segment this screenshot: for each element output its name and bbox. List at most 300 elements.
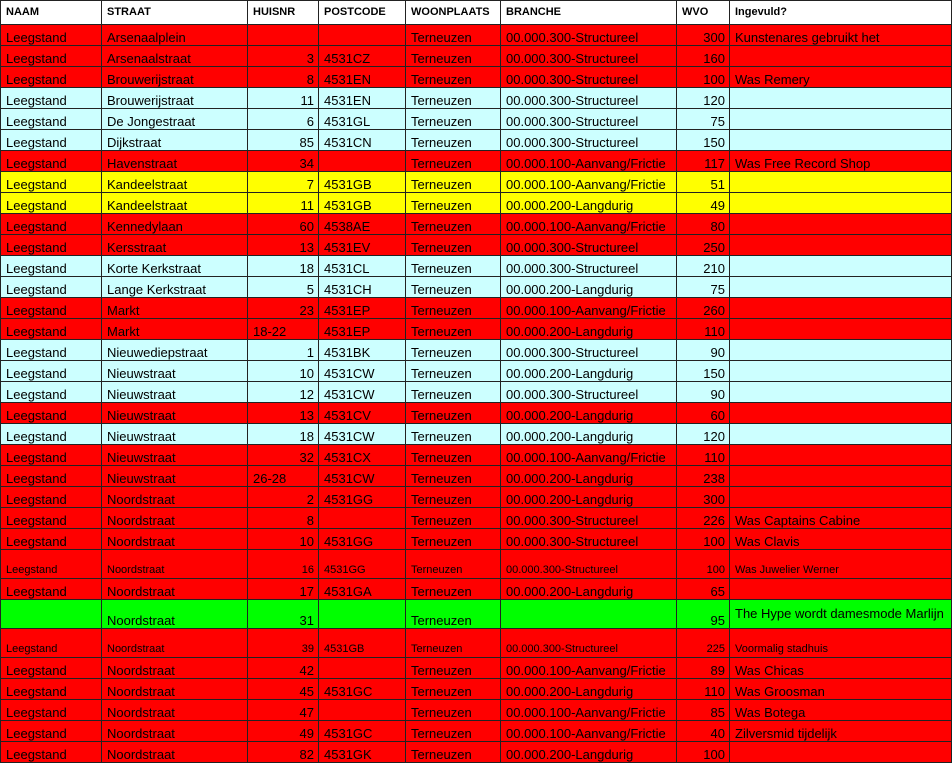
cell-wvo: 250 xyxy=(677,235,730,256)
cell-woonplaats: Terneuzen xyxy=(406,319,501,340)
cell-woonplaats: Terneuzen xyxy=(406,25,501,46)
cell-naam: Leegstand xyxy=(1,658,102,679)
header-postcode: POSTCODE xyxy=(319,1,406,25)
table-body xyxy=(1,25,952,763)
cell-branche: 00.000.100-Aanvang/Frictie xyxy=(501,658,677,679)
cell-woonplaats: Terneuzen xyxy=(406,382,501,403)
cell-branche: 00.000.200-Langdurig xyxy=(501,424,677,445)
cell-huisnr: 6 xyxy=(248,109,319,130)
cell-naam: Leegstand xyxy=(1,151,102,172)
cell-wvo: 300 xyxy=(677,25,730,46)
cell-postcode: 4531GG xyxy=(319,529,406,550)
cell-huisnr: 82 xyxy=(248,742,319,763)
table-row xyxy=(1,109,952,130)
table-row xyxy=(1,466,952,487)
cell-wvo: 110 xyxy=(677,679,730,700)
cell-wvo: 100 xyxy=(677,529,730,550)
cell-wvo: 89 xyxy=(677,658,730,679)
cell-huisnr: 17 xyxy=(248,579,319,600)
cell-branche: 00.000.300-Structureel xyxy=(501,46,677,67)
cell-woonplaats: Terneuzen xyxy=(406,600,501,629)
cell-woonplaats: Terneuzen xyxy=(406,658,501,679)
cell-huisnr: 47 xyxy=(248,700,319,721)
cell-huisnr: 1 xyxy=(248,340,319,361)
cell-woonplaats: Terneuzen xyxy=(406,403,501,424)
cell-branche: 00.000.100-Aanvang/Frictie xyxy=(501,445,677,466)
table-row xyxy=(1,445,952,466)
cell-straat: Lange Kerkstraat xyxy=(102,277,248,298)
header-branche: BRANCHE xyxy=(501,1,677,25)
cell-branche: 00.000.200-Langdurig xyxy=(501,361,677,382)
cell-postcode: 4531EP xyxy=(319,298,406,319)
cell-huisnr: 3 xyxy=(248,46,319,67)
cell-naam: Leegstand xyxy=(1,629,102,658)
table-row xyxy=(1,193,952,214)
cell-postcode: 4531CW xyxy=(319,382,406,403)
cell-wvo: 95 xyxy=(677,600,730,629)
cell-huisnr: 13 xyxy=(248,403,319,424)
cell-branche: 00.000.300-Structureel xyxy=(501,629,677,658)
cell-naam: Leegstand xyxy=(1,382,102,403)
table-row xyxy=(1,550,952,579)
table-row xyxy=(1,742,952,763)
cell-naam: Leegstand xyxy=(1,277,102,298)
cell-straat: Brouwerijstraat xyxy=(102,67,248,88)
cell-ingevuld xyxy=(730,298,952,319)
cell-straat: Noordstraat xyxy=(102,600,248,629)
table-row xyxy=(1,508,952,529)
cell-postcode: 4531GL xyxy=(319,109,406,130)
cell-huisnr: 5 xyxy=(248,277,319,298)
table-row xyxy=(1,579,952,600)
cell-branche: 00.000.300-Structureel xyxy=(501,382,677,403)
cell-naam: Leegstand xyxy=(1,424,102,445)
cell-ingevuld: Was Free Record Shop xyxy=(730,151,952,172)
cell-woonplaats: Terneuzen xyxy=(406,214,501,235)
table-row xyxy=(1,382,952,403)
cell-branche: 00.000.300-Structureel xyxy=(501,508,677,529)
cell-woonplaats: Terneuzen xyxy=(406,361,501,382)
cell-woonplaats: Terneuzen xyxy=(406,700,501,721)
cell-naam: Leegstand xyxy=(1,25,102,46)
cell-branche: 00.000.100-Aanvang/Frictie xyxy=(501,214,677,235)
cell-branche: 00.000.100-Aanvang/Frictie xyxy=(501,700,677,721)
cell-straat: Noordstraat xyxy=(102,579,248,600)
cell-huisnr: 26-28 xyxy=(248,466,319,487)
cell-straat: Noordstraat xyxy=(102,487,248,508)
cell-huisnr: 8 xyxy=(248,508,319,529)
cell-straat: Noordstraat xyxy=(102,679,248,700)
cell-ingevuld xyxy=(730,214,952,235)
cell-naam: Leegstand xyxy=(1,361,102,382)
cell-wvo: 100 xyxy=(677,550,730,579)
cell-ingevuld xyxy=(730,88,952,109)
cell-woonplaats: Terneuzen xyxy=(406,579,501,600)
cell-huisnr xyxy=(248,25,319,46)
cell-naam: Leegstand xyxy=(1,579,102,600)
cell-branche: 00.000.200-Langdurig xyxy=(501,487,677,508)
cell-postcode xyxy=(319,600,406,629)
cell-straat: Nieuwstraat xyxy=(102,466,248,487)
cell-huisnr: 60 xyxy=(248,214,319,235)
cell-wvo: 80 xyxy=(677,214,730,235)
cell-postcode: 4531CW xyxy=(319,466,406,487)
cell-postcode: 4531CW xyxy=(319,424,406,445)
header-huisnr: HUISNR xyxy=(248,1,319,25)
cell-wvo: 110 xyxy=(677,445,730,466)
cell-ingevuld xyxy=(730,445,952,466)
cell-branche: 00.000.100-Aanvang/Frictie xyxy=(501,721,677,742)
cell-postcode: 4531GC xyxy=(319,679,406,700)
cell-wvo: 160 xyxy=(677,46,730,67)
cell-woonplaats: Terneuzen xyxy=(406,235,501,256)
cell-woonplaats: Terneuzen xyxy=(406,109,501,130)
cell-wvo: 40 xyxy=(677,721,730,742)
table-row xyxy=(1,487,952,508)
table-row xyxy=(1,424,952,445)
header-straat: STRAAT xyxy=(102,1,248,25)
cell-huisnr: 34 xyxy=(248,151,319,172)
cell-naam: Leegstand xyxy=(1,721,102,742)
cell-postcode: 4531BK xyxy=(319,340,406,361)
cell-ingevuld: The Hype wordt damesmode Marlijn xyxy=(730,600,952,629)
table-row xyxy=(1,67,952,88)
cell-straat: Dijkstraat xyxy=(102,130,248,151)
cell-ingevuld xyxy=(730,130,952,151)
table-row xyxy=(1,256,952,277)
cell-branche: 00.000.300-Structureel xyxy=(501,340,677,361)
cell-naam: Leegstand xyxy=(1,88,102,109)
cell-ingevuld: Zilversmid tijdelijk xyxy=(730,721,952,742)
cell-huisnr: 85 xyxy=(248,130,319,151)
cell-naam: Leegstand xyxy=(1,298,102,319)
cell-wvo: 51 xyxy=(677,172,730,193)
table-row xyxy=(1,214,952,235)
cell-postcode: 4538AE xyxy=(319,214,406,235)
cell-straat: Kandeelstraat xyxy=(102,172,248,193)
cell-postcode: 4531GB xyxy=(319,193,406,214)
cell-wvo: 49 xyxy=(677,193,730,214)
cell-postcode: 4531GB xyxy=(319,629,406,658)
cell-woonplaats: Terneuzen xyxy=(406,298,501,319)
table-row xyxy=(1,600,952,629)
cell-wvo: 85 xyxy=(677,700,730,721)
cell-naam: Leegstand xyxy=(1,466,102,487)
cell-straat: Nieuwstraat xyxy=(102,361,248,382)
cell-wvo: 100 xyxy=(677,742,730,763)
cell-ingevuld: Was Captains Cabine xyxy=(730,508,952,529)
cell-naam: Leegstand xyxy=(1,214,102,235)
cell-woonplaats: Terneuzen xyxy=(406,88,501,109)
cell-wvo: 120 xyxy=(677,88,730,109)
cell-woonplaats: Terneuzen xyxy=(406,151,501,172)
cell-postcode: 4531GK xyxy=(319,742,406,763)
cell-straat: Noordstraat xyxy=(102,721,248,742)
cell-ingevuld: Was Chicas xyxy=(730,658,952,679)
cell-postcode: 4531CZ xyxy=(319,46,406,67)
cell-branche: 00.000.300-Structureel xyxy=(501,235,677,256)
table-row xyxy=(1,172,952,193)
cell-postcode: 4531EN xyxy=(319,88,406,109)
cell-ingevuld xyxy=(730,487,952,508)
cell-wvo: 65 xyxy=(677,579,730,600)
cell-wvo: 75 xyxy=(677,277,730,298)
cell-straat: Markt xyxy=(102,298,248,319)
cell-huisnr: 18 xyxy=(248,256,319,277)
cell-naam: Leegstand xyxy=(1,487,102,508)
table-row xyxy=(1,319,952,340)
cell-huisnr: 10 xyxy=(248,529,319,550)
cell-naam: Leegstand xyxy=(1,445,102,466)
table-row xyxy=(1,130,952,151)
cell-branche: 00.000.300-Structureel xyxy=(501,130,677,151)
cell-huisnr: 13 xyxy=(248,235,319,256)
cell-woonplaats: Terneuzen xyxy=(406,340,501,361)
cell-ingevuld xyxy=(730,193,952,214)
cell-branche: 00.000.300-Structureel xyxy=(501,88,677,109)
cell-huisnr: 11 xyxy=(248,88,319,109)
cell-wvo: 225 xyxy=(677,629,730,658)
cell-ingevuld xyxy=(730,235,952,256)
cell-woonplaats: Terneuzen xyxy=(406,130,501,151)
cell-ingevuld xyxy=(730,277,952,298)
cell-branche: 00.000.300-Structureel xyxy=(501,550,677,579)
cell-wvo: 90 xyxy=(677,340,730,361)
table-row xyxy=(1,658,952,679)
cell-postcode: 4531CX xyxy=(319,445,406,466)
cell-woonplaats: Terneuzen xyxy=(406,550,501,579)
cell-wvo: 120 xyxy=(677,424,730,445)
cell-woonplaats: Terneuzen xyxy=(406,466,501,487)
cell-postcode: 4531CL xyxy=(319,256,406,277)
cell-postcode: 4531CV xyxy=(319,403,406,424)
cell-straat: Noordstraat xyxy=(102,742,248,763)
cell-ingevuld: Was Clavis xyxy=(730,529,952,550)
cell-straat: Nieuwstraat xyxy=(102,403,248,424)
cell-naam: Leegstand xyxy=(1,700,102,721)
cell-naam: Leegstand xyxy=(1,235,102,256)
cell-naam: Leegstand xyxy=(1,550,102,579)
cell-straat: Kandeelstraat xyxy=(102,193,248,214)
cell-branche: 00.000.100-Aanvang/Frictie xyxy=(501,151,677,172)
cell-wvo: 75 xyxy=(677,109,730,130)
cell-straat: Noordstraat xyxy=(102,550,248,579)
cell-wvo: 226 xyxy=(677,508,730,529)
cell-huisnr: 31 xyxy=(248,600,319,629)
cell-woonplaats: Terneuzen xyxy=(406,679,501,700)
cell-huisnr: 7 xyxy=(248,172,319,193)
cell-woonplaats: Terneuzen xyxy=(406,487,501,508)
cell-straat: Nieuwstraat xyxy=(102,424,248,445)
cell-huisnr: 39 xyxy=(248,629,319,658)
cell-ingevuld: Was Groosman xyxy=(730,679,952,700)
table-row xyxy=(1,88,952,109)
header-woonplaats: WOONPLAATS xyxy=(406,1,501,25)
cell-ingevuld xyxy=(730,109,952,130)
cell-branche: 00.000.300-Structureel xyxy=(501,256,677,277)
cell-ingevuld: Was Remery xyxy=(730,67,952,88)
cell-woonplaats: Terneuzen xyxy=(406,172,501,193)
cell-straat: Nieuwstraat xyxy=(102,382,248,403)
cell-woonplaats: Terneuzen xyxy=(406,629,501,658)
cell-woonplaats: Terneuzen xyxy=(406,445,501,466)
cell-branche: 00.000.200-Langdurig xyxy=(501,319,677,340)
cell-wvo: 260 xyxy=(677,298,730,319)
cell-naam: Leegstand xyxy=(1,46,102,67)
cell-naam: Leegstand xyxy=(1,256,102,277)
cell-postcode: 4531GB xyxy=(319,172,406,193)
cell-wvo: 117 xyxy=(677,151,730,172)
cell-huisnr: 10 xyxy=(248,361,319,382)
header-row xyxy=(1,1,952,25)
table-row xyxy=(1,340,952,361)
table-row xyxy=(1,721,952,742)
cell-straat: Korte Kerkstraat xyxy=(102,256,248,277)
cell-postcode: 4531CW xyxy=(319,361,406,382)
cell-branche xyxy=(501,600,677,629)
cell-woonplaats: Terneuzen xyxy=(406,256,501,277)
table-row xyxy=(1,629,952,658)
cell-branche: 00.000.300-Structureel xyxy=(501,67,677,88)
cell-ingevuld xyxy=(730,403,952,424)
cell-wvo: 100 xyxy=(677,67,730,88)
cell-branche: 00.000.200-Langdurig xyxy=(501,466,677,487)
cell-woonplaats: Terneuzen xyxy=(406,67,501,88)
cell-postcode: 4531GC xyxy=(319,721,406,742)
cell-wvo: 150 xyxy=(677,361,730,382)
cell-woonplaats: Terneuzen xyxy=(406,529,501,550)
cell-postcode: 4531EV xyxy=(319,235,406,256)
cell-huisnr: 49 xyxy=(248,721,319,742)
cell-postcode: 4531GG xyxy=(319,550,406,579)
cell-ingevuld xyxy=(730,466,952,487)
cell-postcode: 4531EP xyxy=(319,319,406,340)
cell-naam: Leegstand xyxy=(1,340,102,361)
cell-wvo: 90 xyxy=(677,382,730,403)
cell-naam xyxy=(1,600,102,629)
cell-wvo: 210 xyxy=(677,256,730,277)
cell-postcode: 4531EN xyxy=(319,67,406,88)
cell-straat: Noordstraat xyxy=(102,529,248,550)
cell-straat: Nieuwediepstraat xyxy=(102,340,248,361)
cell-woonplaats: Terneuzen xyxy=(406,46,501,67)
cell-postcode: 4531CH xyxy=(319,277,406,298)
cell-straat: De Jongestraat xyxy=(102,109,248,130)
cell-wvo: 60 xyxy=(677,403,730,424)
cell-ingevuld xyxy=(730,742,952,763)
cell-huisnr: 45 xyxy=(248,679,319,700)
cell-straat: Noordstraat xyxy=(102,629,248,658)
cell-postcode: 4531GG xyxy=(319,487,406,508)
cell-branche: 00.000.300-Structureel xyxy=(501,109,677,130)
table-row xyxy=(1,25,952,46)
cell-straat: Brouwerijstraat xyxy=(102,88,248,109)
cell-woonplaats: Terneuzen xyxy=(406,742,501,763)
cell-branche: 00.000.200-Langdurig xyxy=(501,679,677,700)
cell-naam: Leegstand xyxy=(1,319,102,340)
cell-ingevuld xyxy=(730,46,952,67)
cell-wvo: 110 xyxy=(677,319,730,340)
cell-ingevuld: Kunstenares gebruikt het xyxy=(730,25,952,46)
cell-straat: Kersstraat xyxy=(102,235,248,256)
cell-ingevuld xyxy=(730,579,952,600)
cell-ingevuld xyxy=(730,361,952,382)
cell-huisnr: 42 xyxy=(248,658,319,679)
cell-postcode: 4531GA xyxy=(319,579,406,600)
cell-branche: 00.000.300-Structureel xyxy=(501,25,677,46)
cell-postcode xyxy=(319,508,406,529)
cell-branche: 00.000.200-Langdurig xyxy=(501,742,677,763)
cell-wvo: 238 xyxy=(677,466,730,487)
cell-straat: Havenstraat xyxy=(102,151,248,172)
cell-branche: 00.000.200-Langdurig xyxy=(501,193,677,214)
cell-woonplaats: Terneuzen xyxy=(406,424,501,445)
cell-huisnr: 18-22 xyxy=(248,319,319,340)
cell-branche: 00.000.200-Langdurig xyxy=(501,277,677,298)
table-row xyxy=(1,46,952,67)
cell-naam: Leegstand xyxy=(1,529,102,550)
cell-ingevuld: Was Juwelier Werner xyxy=(730,550,952,579)
cell-straat: Nieuwstraat xyxy=(102,445,248,466)
table-row xyxy=(1,361,952,382)
cell-huisnr: 8 xyxy=(248,67,319,88)
cell-naam: Leegstand xyxy=(1,172,102,193)
cell-huisnr: 2 xyxy=(248,487,319,508)
cell-naam: Leegstand xyxy=(1,109,102,130)
cell-huisnr: 23 xyxy=(248,298,319,319)
cell-postcode xyxy=(319,658,406,679)
cell-wvo: 300 xyxy=(677,487,730,508)
cell-huisnr: 18 xyxy=(248,424,319,445)
cell-naam: Leegstand xyxy=(1,67,102,88)
cell-straat: Arsenaalplein xyxy=(102,25,248,46)
cell-ingevuld: Was Botega xyxy=(730,700,952,721)
cell-ingevuld: Voormalig stadhuis xyxy=(730,629,952,658)
cell-naam: Leegstand xyxy=(1,403,102,424)
cell-straat: Markt xyxy=(102,319,248,340)
cell-branche: 00.000.100-Aanvang/Frictie xyxy=(501,298,677,319)
table-row xyxy=(1,403,952,424)
cell-ingevuld xyxy=(730,172,952,193)
cell-branche: 00.000.300-Structureel xyxy=(501,529,677,550)
cell-huisnr: 32 xyxy=(248,445,319,466)
table-row xyxy=(1,151,952,172)
cell-woonplaats: Terneuzen xyxy=(406,277,501,298)
cell-branche: 00.000.100-Aanvang/Frictie xyxy=(501,172,677,193)
cell-naam: Leegstand xyxy=(1,130,102,151)
cell-straat: Noordstraat xyxy=(102,658,248,679)
cell-ingevuld xyxy=(730,319,952,340)
table-row xyxy=(1,298,952,319)
cell-ingevuld xyxy=(730,382,952,403)
cell-ingevuld xyxy=(730,340,952,361)
cell-woonplaats: Terneuzen xyxy=(406,721,501,742)
header-ingevuld: Ingevuld? xyxy=(730,1,952,25)
table-row xyxy=(1,235,952,256)
cell-ingevuld xyxy=(730,256,952,277)
cell-wvo: 150 xyxy=(677,130,730,151)
cell-huisnr: 16 xyxy=(248,550,319,579)
cell-woonplaats: Terneuzen xyxy=(406,508,501,529)
cell-branche: 00.000.200-Langdurig xyxy=(501,579,677,600)
cell-postcode xyxy=(319,25,406,46)
table-row xyxy=(1,277,952,298)
cell-naam: Leegstand xyxy=(1,508,102,529)
cell-postcode: 4531CN xyxy=(319,130,406,151)
header-wvo: WVO xyxy=(677,1,730,25)
table-row xyxy=(1,679,952,700)
cell-naam: Leegstand xyxy=(1,742,102,763)
